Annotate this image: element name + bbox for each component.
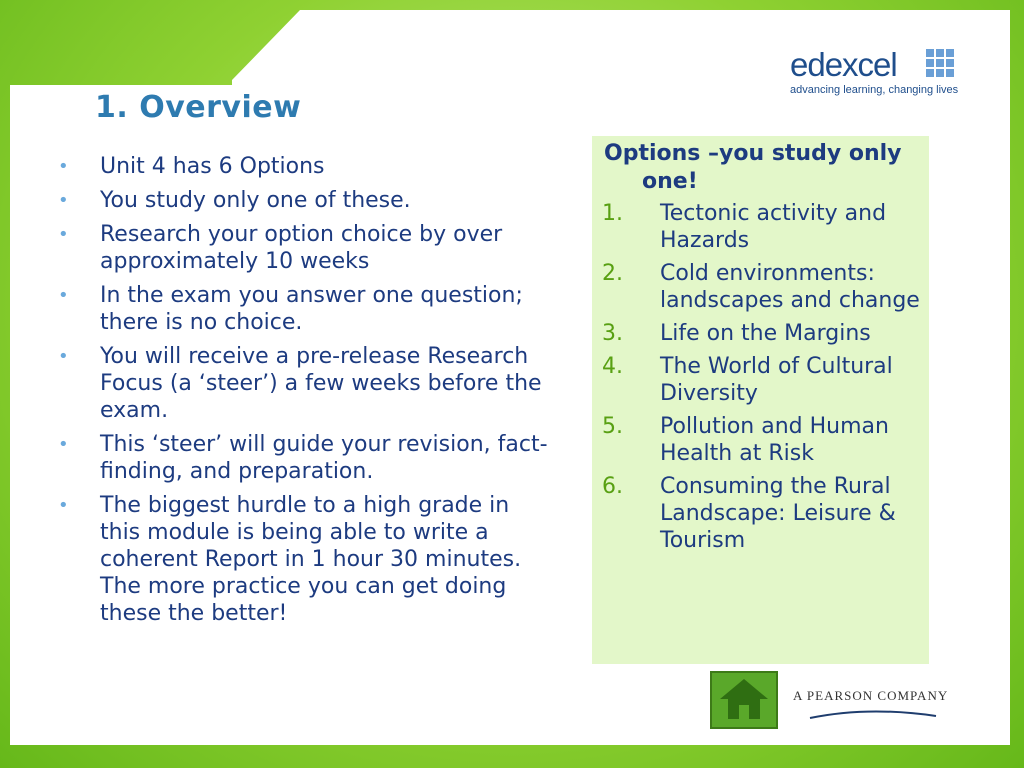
home-button[interactable] <box>710 671 778 729</box>
options-panel <box>592 136 929 664</box>
home-icon <box>712 673 776 727</box>
list-item: • You will receive a pre-release Research Focus (a ‘steer’) a few weeks before the exam. <box>58 344 542 423</box>
options-list <box>602 200 924 560</box>
options-heading: Options –you study only one! <box>604 141 902 194</box>
option-item: 2. Cold environments: landscapes and change <box>602 261 920 313</box>
logo-grid-icon <box>926 49 954 77</box>
option-item: 3. Life on the Margins <box>602 321 871 346</box>
option-item: 5. Pollution and Human Health at Risk <box>602 414 889 466</box>
bullet-icon: • <box>58 224 69 245</box>
option-item: 4. The World of Cultural Diversity <box>602 354 893 406</box>
list-item: • Unit 4 has 6 Options <box>58 154 325 179</box>
slide-title: 1. Overview <box>95 90 302 125</box>
list-item: • The biggest hurdle to a high grade in this module is being able to write a coherent Report in 1 hour 30 minutes. The more practice you can get doing these the better! <box>58 493 522 626</box>
pearson-swoosh-icon <box>808 706 938 722</box>
bullet-icon: • <box>58 190 69 211</box>
list-item: • You study only one of these. <box>58 188 411 213</box>
list-item: • This ‘steer’ will guide your revision, fact-finding, and preparation. <box>58 432 548 484</box>
option-item: 1. Tectonic activity and Hazards <box>602 201 887 253</box>
option-item: 6. Consuming the Rural Landscape: Leisure & Tourism <box>602 474 896 553</box>
bullet-icon: • <box>58 285 69 306</box>
edexcel-logo <box>790 48 958 96</box>
logo-word: edexcel <box>790 46 897 83</box>
pearson-label: A PEARSON COMPANY <box>793 688 949 703</box>
bullet-icon: • <box>58 434 69 455</box>
bullet-icon: • <box>58 156 69 177</box>
list-item: • In the exam you answer one question; there is no choice. <box>58 283 523 335</box>
bullet-icon: • <box>58 346 69 367</box>
overview-bullet-list <box>58 153 548 634</box>
list-item: • Research your option choice by over approximately 10 weeks <box>58 222 503 274</box>
logo-tagline: advancing learning, changing lives <box>790 84 959 96</box>
bullet-icon: • <box>58 495 69 516</box>
